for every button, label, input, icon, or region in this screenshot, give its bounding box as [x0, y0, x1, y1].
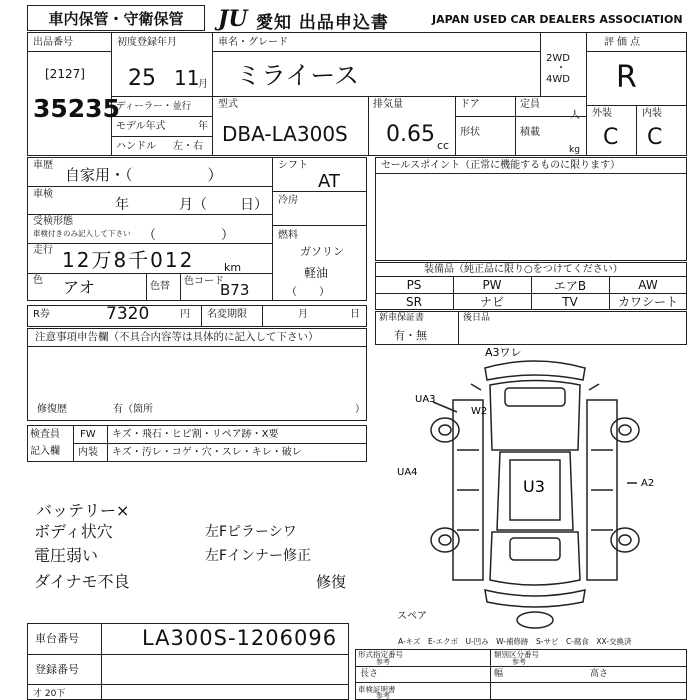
- class-ref: 参考: [512, 658, 526, 666]
- storage-label: 車内保管・守衛保管: [48, 9, 184, 28]
- reception-label: 受検形態: [33, 216, 73, 227]
- back-item-label: 後日品: [463, 313, 491, 323]
- remark-inner: 左Fインナー修正: [205, 548, 312, 564]
- drive-2wd: 2WD: [546, 53, 570, 64]
- repair-history-close: ）: [355, 404, 365, 415]
- inspection-day: 日）: [240, 197, 268, 213]
- notes-label: 注意事項申告欄（不具合内容等は具体的に記入して下さい）: [35, 331, 319, 343]
- grade-score: R: [616, 60, 637, 95]
- equipment-aw: AW: [638, 278, 658, 292]
- registration-label: 登録番号: [35, 663, 79, 676]
- footer-text: 才 20下: [33, 689, 66, 699]
- cert-label: 車検証明書: [358, 685, 396, 694]
- chassis-label: 車台番号: [35, 632, 79, 645]
- ju-logo-mark: JU: [218, 6, 248, 32]
- inspector-fw-items: キズ・飛石・ヒビ割・リペア跡・X要: [112, 429, 279, 440]
- equipment-ps: PS: [406, 278, 422, 292]
- reception-paren: （ ）: [143, 228, 235, 243]
- remark-voltage: 電圧弱い: [34, 546, 99, 565]
- fuel-label: 燃料: [278, 230, 298, 241]
- inspector-fw: FW: [80, 429, 96, 440]
- exterior-grade: C: [603, 125, 619, 150]
- spare-label: スペア: [397, 611, 427, 622]
- interior-grade: C: [647, 125, 663, 150]
- load-label: 積載: [520, 127, 540, 138]
- mileage-label: 走行: [33, 245, 53, 256]
- lot-bracket: [2127]: [45, 67, 85, 81]
- association-name: JAPAN USED CAR DEALERS ASSOCIATION: [432, 13, 683, 26]
- remark-pillar: 左Fピラーシワ: [205, 524, 297, 540]
- grade-label: 評価点: [604, 37, 643, 48]
- color-code-label: 色コード: [184, 276, 224, 287]
- car-diagram: [395, 340, 695, 630]
- equipment-pw: PW: [482, 278, 502, 292]
- lot-label: 出品番号: [33, 37, 73, 48]
- color-label: 色: [33, 275, 43, 286]
- aircon-label: 冷房: [278, 195, 298, 206]
- model-year-unit: 年: [198, 121, 208, 132]
- inspector-interior: 内装: [78, 447, 98, 458]
- car-name-value: ミライース: [236, 61, 360, 90]
- model-label: 型式: [218, 99, 238, 110]
- type-cert-label: 形式指定番号: [358, 650, 403, 659]
- displacement-label: 排気量: [373, 99, 403, 110]
- inspection-year: 年: [115, 197, 129, 213]
- warranty-label: 新車保証書: [379, 313, 425, 323]
- color-change-label: 色替: [150, 281, 170, 292]
- model-value: DBA-LA300S: [222, 122, 348, 146]
- color-code: B73: [220, 281, 250, 299]
- equipment-tv: TV: [562, 294, 578, 309]
- doors-label: ドア: [460, 99, 480, 110]
- drive-4wd: 4WD: [546, 74, 570, 85]
- mark-u3: U3: [523, 477, 545, 496]
- mark-ua3: UA3: [415, 394, 436, 405]
- first-reg-label: 初度登録年月: [117, 37, 177, 48]
- reception-note: 車検付きのみ記入して下さい: [33, 229, 131, 238]
- storage-label-box: [27, 5, 205, 31]
- color-value: アオ: [63, 278, 95, 297]
- first-reg-year: 25: [128, 66, 156, 91]
- shift-value: AT: [318, 171, 340, 192]
- lot-number: 35235: [33, 94, 120, 123]
- mark-a3: A3ワレ: [485, 346, 522, 359]
- inspector-interior-items: キズ・汚レ・コゲ・穴・スレ・キレ・破レ: [112, 447, 302, 458]
- inspection-label: 車検: [33, 189, 53, 200]
- remark-dynamo: ダイナモ不良: [34, 572, 130, 591]
- inspector-label-1: 検査員: [30, 429, 60, 440]
- remark-body: ボディ状穴: [34, 522, 113, 541]
- length-label: 長さ: [360, 669, 379, 679]
- height-label: 高さ: [590, 669, 609, 679]
- inspector-label-2: 記入欄: [30, 446, 60, 457]
- ju-logo: [218, 6, 258, 32]
- exterior-label: 外装: [592, 108, 612, 119]
- repair-history-value: 有（箇所: [113, 404, 153, 415]
- shift-label: シフト: [278, 160, 308, 171]
- mark-a2: A2: [641, 478, 655, 489]
- handle-value: 左・右: [173, 141, 203, 152]
- mileage-value: 12万8千012: [62, 248, 195, 272]
- car-name-label: 車名・グレード: [218, 37, 288, 48]
- fuel-diesel: 軽油: [304, 266, 329, 280]
- selling-points-label: セールスポイント（正常に機能するものに限ります）: [381, 160, 621, 171]
- equipment-label: 装備品（純正品に限り○をつけてください）: [424, 264, 623, 275]
- mileage-unit: km: [224, 261, 242, 274]
- damage-legend: A-キズ E-エクボ U-凹み W-補修跡 S-サビ C-腐食 XX-交換済: [398, 637, 632, 646]
- inspection-month: 月（: [179, 197, 207, 213]
- mark-ua4: UA4: [397, 467, 418, 478]
- chassis-value: LA300S-1206096: [142, 626, 338, 650]
- model-year-label: モデル年式: [116, 121, 166, 132]
- warranty-value: 有・無: [394, 329, 427, 342]
- history-value: 自家用・（ ）: [65, 166, 223, 184]
- displacement-unit: cc: [437, 139, 450, 152]
- equipment-sr: SR: [406, 294, 422, 309]
- first-reg-month-unit: 月: [198, 79, 208, 90]
- remark-repair: 修復: [316, 573, 347, 591]
- equipment-navi: ナビ: [479, 295, 504, 309]
- shape-label: 形状: [460, 127, 480, 138]
- repair-history-label: 修復歴: [37, 404, 67, 415]
- capacity-label: 定員: [520, 99, 540, 110]
- fuel-paren: （ ）: [286, 285, 330, 298]
- load-unit: kg: [569, 145, 580, 155]
- interior-label: 内装: [642, 108, 662, 119]
- first-reg-month: 11: [174, 66, 200, 90]
- cert-ref: 参考: [376, 692, 390, 700]
- name-change-label: 名変期限: [207, 309, 247, 320]
- recycle-label: R券: [33, 309, 50, 320]
- fuel-gasoline: ガソリン: [300, 245, 344, 258]
- class-label: 類別区分番号: [494, 650, 539, 659]
- history-label: 車歴: [33, 160, 53, 171]
- drive-dot: ・: [556, 63, 566, 74]
- mark-w2: W2: [471, 406, 488, 417]
- name-change-day: 日: [350, 309, 360, 320]
- name-change-month: 月: [298, 309, 308, 320]
- equipment-airbag: エアB: [553, 278, 587, 293]
- equipment-seat: カワシート: [617, 295, 678, 309]
- form-title: 愛知 出品申込書: [256, 13, 389, 33]
- type-ref: 参考: [376, 658, 390, 666]
- recycle-value: 7320: [106, 304, 150, 324]
- handle-label: ハンドル: [116, 141, 156, 152]
- displacement-value: 0.65: [386, 122, 435, 147]
- dealer-label: ディーラー・並行: [116, 101, 192, 112]
- recycle-box: [27, 305, 367, 327]
- width-label: 幅: [494, 669, 504, 679]
- recycle-unit: 円: [180, 309, 190, 320]
- capacity-unit: 人: [570, 110, 580, 121]
- remark-battery: バッテリー×: [36, 501, 130, 520]
